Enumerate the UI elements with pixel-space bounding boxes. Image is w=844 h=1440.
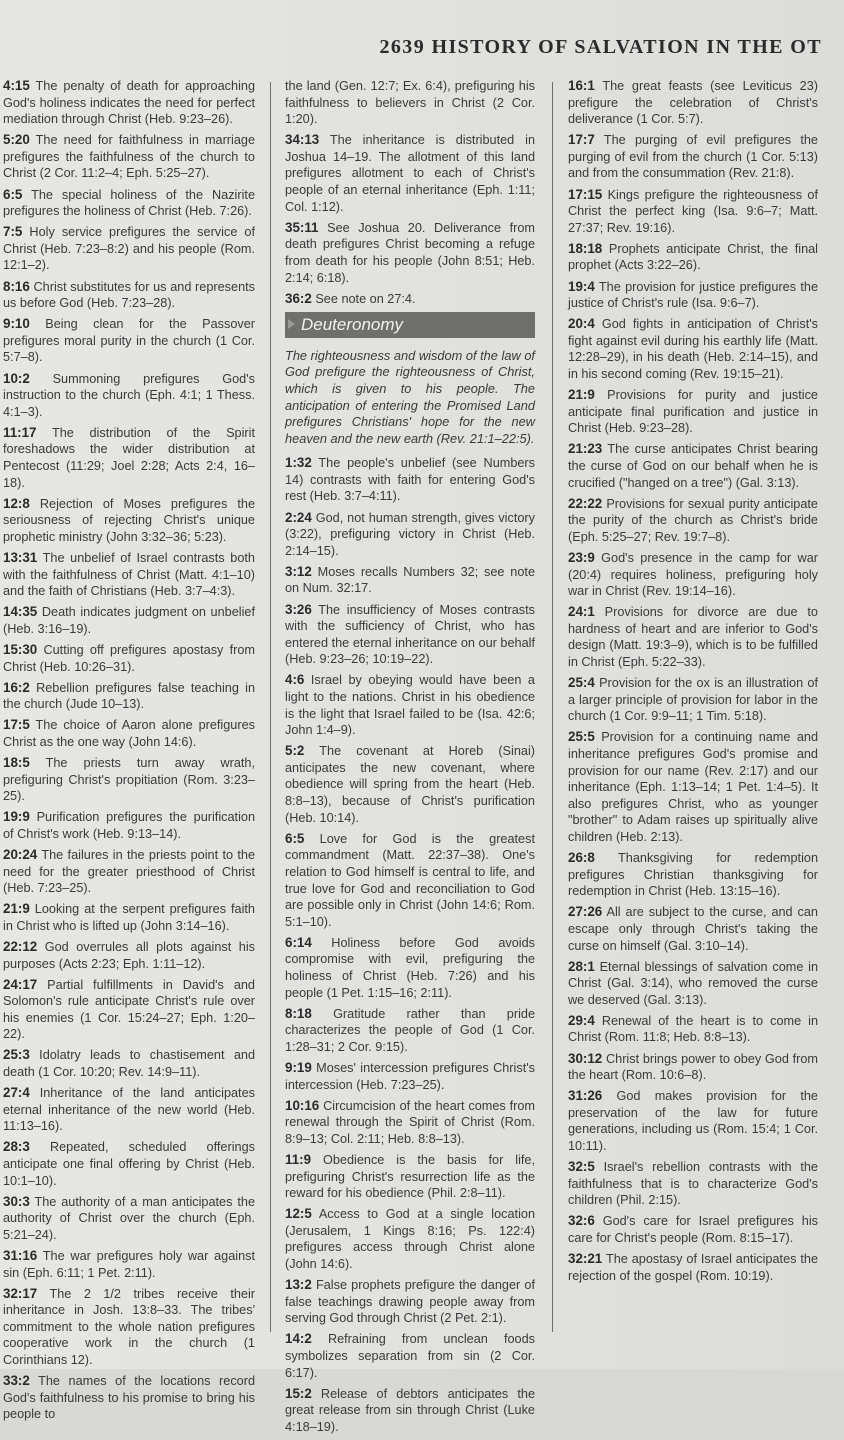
note-entry (3, 371, 255, 421)
note-text: The penalty of death for approaching God's holiness indicates the need for perfect mediation through Christ (Heb. 9:23–26). (3, 79, 256, 127)
verse-reference: 17:7 (568, 132, 595, 148)
note-text: Provisions for purity and justice anticipate final purification and justice in Christ (Heb. 9:23–28). (568, 388, 818, 436)
verse-reference: 4:15 (3, 78, 30, 93)
note-text: The failures in the priests point to the need for the greater priesthood of Christ (Heb. 7:23–25). (3, 847, 256, 896)
note-entry (285, 743, 535, 826)
verse-reference: 9:19 (285, 1059, 312, 1075)
note-text: Circumcision of the heart comes from renewal through the Spirit of Christ (Rom. 8:9–13; Col. 2:11; Heb. 8:8–13). (285, 1098, 535, 1146)
note-entry (568, 441, 818, 491)
note-text: Moses' intercession prefigures Christ's intercession (Heb. 7:23–25). (285, 1060, 535, 1092)
verse-reference: 17:15 (568, 186, 603, 202)
note-entry (568, 850, 818, 900)
note-text: Gratitude rather than pride characterizes the people of God (1 Cor. 1:28–31; 2 Cor. 9:15). (285, 1006, 536, 1054)
note-entry (285, 220, 535, 286)
note-entry (3, 550, 255, 600)
verse-reference: 26:8 (568, 850, 595, 866)
note-text: Partial fulfillments in David's and Solomon's rule anticipate Christ's rule over his enemies (1 Cor. 15:24–27; Eph. 1:20–22). (3, 977, 255, 1042)
note-entry (568, 241, 818, 274)
note-entry (285, 455, 535, 505)
note-entry (3, 1373, 255, 1423)
note-text: Cutting off prefigures apostasy from Christ (Heb. 10:26–31). (3, 642, 255, 674)
note-text: The distribution of the Spirit foreshadows the wider distribution at Pentecost (11:29; Joel 2:28; Acts 2:4, 16–18). (3, 425, 255, 490)
note-entry (3, 1248, 255, 1281)
column-middle (285, 78, 535, 1440)
verse-reference: 18:18 (568, 240, 603, 256)
note-entry (568, 496, 818, 546)
note-entry (285, 1206, 535, 1272)
note-text: The war prefigures holy war against sin (Eph. 6:11; 1 Pet. 2:11). (3, 1249, 256, 1280)
note-entry (568, 1213, 818, 1246)
note-entry (285, 1098, 535, 1148)
verse-reference: 22:22 (568, 495, 603, 511)
verse-reference: 18:5 (3, 754, 30, 770)
note-text: The purging of evil prefigures the purging of evil from the church (1 Cor. 5:13) and from the consummation (Rev. 21:8). (568, 133, 818, 181)
verse-reference: 33:2 (3, 1373, 30, 1389)
note-entry (285, 291, 535, 308)
note-text: Christ substitutes for us and represents us before God (Heb. 7:23–28). (3, 279, 255, 311)
note-entry (285, 78, 535, 128)
column-right (568, 78, 818, 1289)
book-heading-text: Deuteronomy (301, 314, 404, 334)
note-entry (285, 1152, 535, 1202)
verse-reference: 24:17 (3, 976, 38, 992)
verse-reference: 13:2 (285, 1277, 312, 1293)
note-entry (568, 316, 818, 382)
note-entry (568, 1159, 818, 1209)
verse-reference: 27:26 (568, 904, 603, 920)
verse-reference: 16:2 (3, 679, 30, 695)
note-entry (568, 904, 818, 954)
note-entry (3, 496, 255, 546)
verse-reference: 4:6 (285, 672, 305, 688)
verse-reference: 9:10 (3, 316, 30, 332)
book-heading-deuteronomy (285, 312, 535, 338)
note-entry (285, 935, 535, 1001)
column-left (3, 78, 255, 1427)
verse-reference: 25:3 (3, 1047, 30, 1063)
verse-reference: 32:17 (3, 1285, 38, 1301)
verse-reference: 32:6 (568, 1213, 595, 1229)
running-head: 2639 HISTORY OF SALVATION IN THE OT (379, 36, 822, 58)
verse-reference: 8:18 (285, 1005, 312, 1021)
note-entry (568, 1051, 818, 1084)
note-text: The 2 1/2 tribes receive their inheritance in Josh. 13:8–33. The tribes' commitment to the whole nation prefigures cooperative work in the church (1 Corinthians 12). (3, 1286, 256, 1368)
note-text: God's presence in the camp for war (20:4) requires holiness, prefiguring holy war in Christ (Rev. 19:14–16). (568, 550, 818, 599)
note-text: All are subject to the curse, and can escape only through Christ's taking the curse on himself (Gal. 3:10–14). (568, 905, 818, 953)
note-entry (3, 809, 255, 842)
note-text: Idolatry leads to chastisement and death (1 Cor. 10:20; Rev. 14:9–11). (3, 1048, 255, 1080)
note-entry (3, 847, 255, 897)
verse-reference: 25:4 (568, 675, 595, 691)
note-entry (285, 132, 535, 215)
verse-reference: 21:23 (568, 441, 603, 457)
note-text: Purification prefigures the purification of Christ's work (Heb. 9:13–14). (3, 810, 256, 841)
note-text: The need for faithfulness in marriage prefigures the faithfulness of the church to Christ (2 Cor. 11:2–4; Eph. 5:25–27). (3, 133, 256, 181)
verse-reference: 5:20 (3, 132, 30, 148)
verse-reference: 20:4 (568, 316, 595, 332)
note-text: Refraining from unclean foods symbolizes separation from sin (2 Cor. 6:17). (285, 1332, 535, 1380)
note-entry (3, 755, 255, 805)
note-text: Prophets anticipate Christ, the final prophet (Acts 3:22–26). (568, 241, 818, 273)
note-entry (568, 1251, 818, 1284)
verse-reference: 2:24 (285, 509, 312, 525)
note-text: God's care for Israel prefigures his care for Christ's people (Rom. 8:15–17). (568, 1214, 818, 1245)
note-text: The provision for justice prefigures the justice of Christ's rule (Isa. 9:6–7). (568, 279, 819, 311)
verse-reference: 30:12 (568, 1050, 603, 1066)
note-entry (285, 1006, 535, 1056)
verse-reference: 30:3 (3, 1193, 30, 1209)
note-text: The unbelief of Israel contrasts both with the faithfulness of Christ (Matt. 4:1–10) and the faith of Christians (Heb. 3:7–4:3). (3, 550, 255, 599)
note-entry (568, 675, 818, 725)
note-text: The curse anticipates Christ bearing the curse of God on our behalf when he is crucified ("hanged on a tree") (Gal. 3:13). (568, 442, 818, 490)
note-text: The people's unbelief (see Numbers 14) contrasts with faith for entering God's rest (Heb. 3:7–4:11). (285, 456, 536, 504)
note-entry (3, 604, 255, 637)
verse-reference: 6:5 (3, 186, 23, 202)
verse-reference: 8:16 (3, 278, 30, 294)
note-text: God fights in anticipation of Christ's fight against evil during his earthly life (Matt. 12:28–29), in his death (Heb. 2:14–15), and in his second coming (Rev. 19:15–21). (568, 317, 818, 381)
note-text: Looking at the serpent prefigures faith in Christ who is lifted up (John 3:14–16). (3, 902, 255, 933)
note-text: The covenant at Horeb (Sinai) anticipates the new covenant, where obedience will spring from the heart (Heb. 8:8–13), because of Christ's purification (Heb. 10:14). (285, 744, 535, 825)
verse-reference: 14:2 (285, 1331, 312, 1347)
verse-reference: 11:17 (3, 424, 37, 440)
verse-reference: 3:26 (285, 601, 312, 617)
note-entry (568, 959, 818, 1009)
verse-reference: 6:14 (285, 934, 312, 950)
note-text: The great feasts (see Leviticus 23) prefigure the celebration of Christ's deliverance (1 Cor. 5:7). (568, 79, 819, 127)
note-text: Holy service prefigures the service of Christ (Heb. 7:23–8:2) and his people (Rom. 12:1–2). (3, 225, 255, 273)
verse-reference: 19:9 (3, 809, 30, 825)
note-text: Inheritance of the land anticipates eternal inheritance of the new world (Heb. 11:13–16). (3, 1086, 255, 1134)
note-entry (568, 132, 818, 182)
note-text: Rebellion prefigures false teaching in the church (Jude 10–13). (3, 680, 255, 712)
verse-reference: 23:9 (568, 549, 595, 565)
note-text: The choice of Aaron alone prefigures Christ as the one way (John 14:6). (3, 718, 255, 749)
verse-reference: 25:5 (568, 729, 595, 745)
note-entry (3, 1194, 255, 1244)
note-entry (568, 1088, 818, 1154)
note-entry (3, 901, 255, 934)
note-text: Summoning prefigures God's instruction to the church (Eph. 4:1; 1 Thess. 4:1–3). (3, 371, 255, 419)
note-text: Renewal of the heart is to come in Christ (Rom. 11:8; Heb. 8:8–13). (568, 1013, 819, 1045)
column-rule (552, 82, 553, 1332)
note-text: Provision for a continuing name and inheritance prefigures God's promise and provision for our name (Rev. 2:17) and our inheritance (Eph. 1:13–14; 1 Pet. 1:4–5). It also prefigures Christ, who as younger "brother" to Adam raises up spiritually alive children (Heb. 2:13). (568, 730, 818, 844)
note-text: Provisions for sexual purity anticipate the purity of the church as Christ's bride (Eph. 5:25–27; Rev. 19:7–8). (568, 496, 818, 544)
note-entry (3, 642, 255, 675)
note-text: Thanksgiving for redemption prefigures Christian thanksgiving for redemption in Christ (Heb. 13:15–16). (568, 851, 818, 899)
verse-reference: 21:9 (568, 387, 595, 403)
note-entry (285, 1331, 535, 1381)
note-text: The apostasy of Israel anticipates the rejection of the gospel (Rom. 10:19). (568, 1252, 819, 1283)
note-text: Provisions for divorce are due to hardness of heart and are inferior to God's design (Matt. 19:3–9), which is to be fulfilled in Christ (Eph. 5:22–33). (568, 605, 818, 669)
note-entry (568, 387, 818, 437)
verse-reference: 1:32 (285, 455, 312, 471)
verse-reference: 32:21 (568, 1251, 603, 1267)
verse-reference: 11:9 (285, 1151, 312, 1167)
note-text: Access to God at a single location (Jerusalem, 1 Kings 8:16; Ps. 122:4) prefigures access through Christ alone (John 14:6). (285, 1207, 536, 1271)
book-intro: The righteousness and wisdom of the law of God prefigure the righteousness of Christ, which is given to his people. The anticipation of entering the Promised Land prefigures Christians' hope for the new heaven and the new earth (Rev. 21:1–22:5). (285, 347, 535, 446)
verse-reference: 28:1 (568, 958, 595, 974)
note-text: God makes provision for the preservation of the law for future generations, including us (Rom. 15:4; 1 Cor. 10:11). (568, 1089, 818, 1154)
note-entry (3, 1139, 255, 1189)
note-entry (568, 279, 818, 312)
note-entry (3, 132, 255, 182)
note-entry (285, 602, 535, 668)
note-text: Provision for the ox is an illustration of a larger principle of provision for labor in the church (1 Cor. 9:9–11; 1 Tim. 5:18). (568, 676, 818, 724)
verse-reference: 21:9 (3, 901, 30, 917)
note-entry (285, 672, 535, 738)
verse-reference: 24:1 (568, 604, 595, 620)
verse-reference: 35:11 (285, 219, 319, 235)
note-entry (285, 1060, 535, 1093)
note-text: Obedience is the basis for life, prefiguring Christ's resurrection life as the reward for his obedience (Phil. 2:8–11). (285, 1152, 535, 1201)
note-entry (3, 1047, 255, 1080)
verse-reference: 34:13 (285, 132, 320, 148)
note-text: See Joshua 20. Deliverance from death prefigures Christ becoming a refuge from death for his people (John 8:51; Heb. 2:14; 6:18). (285, 220, 536, 285)
note-text: The insufficiency of Moses contrasts with the sufficiency of Christ, who has entered the eternal inheritance on our behalf (Heb. 9:23–26; 10:19–22). (285, 602, 535, 667)
note-text: The special holiness of the Nazirite prefigures the holiness of Christ (Heb. 7:26). (3, 187, 255, 219)
note-text: The priests turn away wrath, prefiguring Christ's propitiation (Rom. 3:23–25). (3, 755, 255, 804)
note-text: Repeated, scheduled offerings anticipate one final offering by Christ (Heb. 10:1–10). (3, 1140, 255, 1188)
note-text: God overrules all plots against his purposes (Acts 2:23; Eph. 1:11–12). (3, 939, 255, 971)
verse-reference: 22:12 (3, 938, 38, 954)
note-text: Being clean for the Passover prefigures moral purity in the church (1 Cor. 5:7–8). (3, 317, 255, 365)
verse-reference: 27:4 (3, 1085, 30, 1101)
verse-reference: 5:2 (285, 743, 305, 759)
verse-reference: 3:12 (285, 563, 312, 579)
note-entry (3, 680, 255, 713)
note-entry (568, 604, 818, 670)
verse-reference: 14:35 (3, 604, 38, 620)
verse-reference: 19:4 (568, 278, 595, 294)
note-text: The authority of a man anticipates the authority of Christ over the church (Eph. 5:21–24). (3, 1194, 255, 1242)
note-entry (285, 564, 535, 597)
verse-reference: 10:2 (3, 370, 30, 386)
note-text: God, not human strength, gives victory (3:22), prefiguring victory in Christ (Heb. 2:14–15). (285, 510, 535, 558)
verse-reference: 36:2 (285, 290, 312, 306)
note-text: The inheritance is distributed in Joshua 14–19. The allotment of this land prefigures allotment to each of Christ's people of an eternal inheritance (Eph. 1:11; Col. 1:12). (285, 133, 536, 214)
note-entry (568, 729, 818, 845)
note-text: Death indicates judgment on unbelief (Heb. 3:16–19). (3, 605, 256, 636)
note-entry (3, 717, 255, 750)
note-text: the land (Gen. 12:7; Ex. 6:4), prefiguring his faithfulness to believers in Christ (2 Cor. 1:20). (285, 79, 535, 127)
verse-reference: 28:3 (3, 1139, 30, 1155)
verse-reference: 10:16 (285, 1097, 320, 1113)
note-entry (3, 977, 255, 1043)
verse-reference: 29:4 (568, 1012, 595, 1028)
note-entry (285, 510, 535, 560)
verse-reference: 15:2 (285, 1385, 312, 1401)
note-text: Rejection of Moses prefigures the seriousness of rejecting Christ's unique prophetic ministry (John 3:32–36; 5:23). (3, 496, 255, 544)
column-rule (270, 82, 271, 1332)
verse-reference: 6:5 (285, 830, 305, 846)
note-entry (3, 939, 255, 972)
note-text: Release of debtors anticipates the great release from sin through Christ (Luke 4:18–19). (285, 1386, 535, 1434)
note-entry (568, 550, 818, 600)
note-entry (285, 1277, 535, 1327)
note-entry (3, 279, 255, 312)
note-entry (568, 187, 818, 237)
note-text: Love for God is the greatest commandment (Matt. 22:37–38). One's relation to God himself is central to life, and true love for God and reconciliation to God are possible only in Christ (John 14:6; Rom. 5:1–10). (285, 831, 535, 929)
note-text: Israel's rebellion contrasts with the faithfulness that is to characterize God's children (Phil. 2:15). (568, 1160, 818, 1208)
verse-reference: 31:26 (568, 1088, 603, 1104)
note-entry (3, 425, 255, 491)
verse-reference: 7:5 (3, 224, 23, 240)
note-entry (3, 78, 255, 128)
note-text: Kings prefigure the righteousness of Christ the perfect king (Isa. 9:6–7; Matt. 27:37; Rev. 19:16). (568, 187, 818, 235)
note-entry (568, 1013, 818, 1046)
note-text: The names of the locations record God's faithfulness to his promise to bring his people to (3, 1374, 256, 1422)
verse-reference: 17:5 (3, 717, 30, 733)
note-text: Holiness before God avoids compromise with evil, prefiguring the holiness of Christ (Heb. 7:26) and his people (1 Pet. 1:15–16; 2:11). (285, 935, 535, 1000)
verse-reference: 31:16 (3, 1248, 38, 1263)
verse-reference: 20:24 (3, 846, 38, 862)
note-text: See note on 27:4. (315, 291, 416, 306)
note-text: Moses recalls Numbers 32; see note on Num. 32:17. (285, 564, 535, 596)
deuteronomy-entries (285, 455, 535, 1435)
note-text: Christ brings power to obey God from the heart (Rom. 10:6–8). (568, 1051, 819, 1083)
note-text: False prophets prefigure the danger of false teachings drawing people away from serving God through Christ (2 Pet. 2:1). (285, 1278, 535, 1326)
note-entry (3, 1085, 255, 1135)
note-entry (285, 1386, 535, 1436)
note-entry (568, 78, 818, 128)
verse-reference: 32:5 (568, 1159, 595, 1175)
note-entry (3, 224, 255, 274)
verse-reference: 15:30 (3, 641, 38, 657)
note-entry (285, 831, 535, 931)
verse-reference: 12:8 (3, 495, 30, 511)
note-entry (3, 187, 255, 220)
verse-reference: 16:1 (568, 78, 595, 93)
verse-reference: 13:31 (3, 549, 38, 565)
note-text: Eternal blessings of salvation come in Christ (Gal. 3:14), who removed the curse we deserved (Gal. 3:13). (568, 959, 818, 1007)
note-entry (3, 1286, 255, 1369)
note-text: Israel by obeying would have been a light to the nations. Christ in his obedience is the light that Israel failed to be (Isa. 42:6; John 1:4–9). (285, 673, 535, 738)
note-entry (3, 316, 255, 366)
verse-reference: 12:5 (285, 1206, 312, 1222)
numbers-entries (285, 78, 535, 307)
